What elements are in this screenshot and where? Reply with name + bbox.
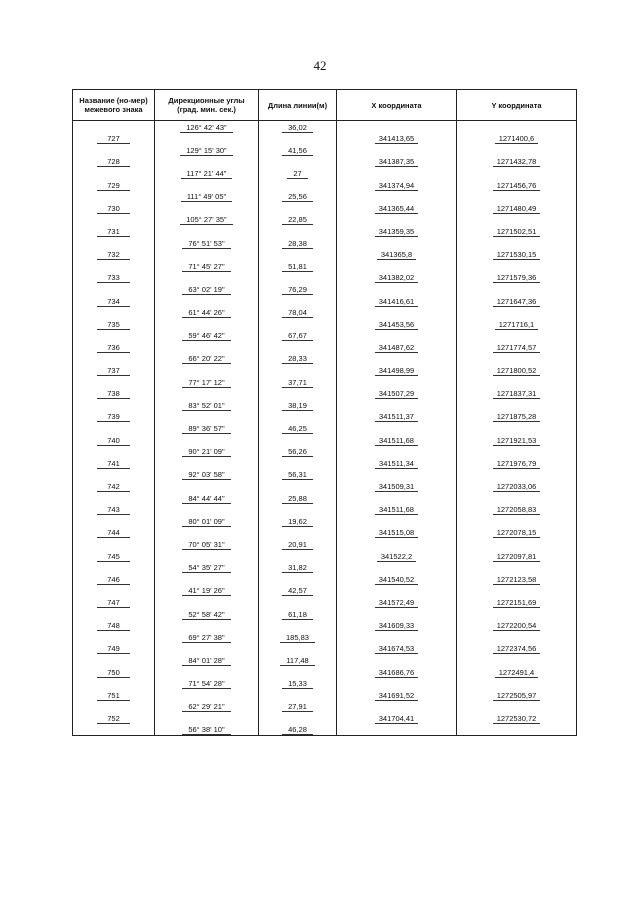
segment-row (73, 608, 577, 620)
x-coordinate: 341511,34 (375, 459, 418, 469)
angle-value: 90° 21' 09" (182, 447, 230, 457)
segment-row (73, 724, 577, 736)
point-row (73, 364, 577, 376)
y-coordinate: 1272097,81 (493, 552, 541, 562)
angle-value: 52° 58' 42" (182, 610, 230, 620)
point-row (73, 573, 577, 585)
length-value: 28,38 (282, 239, 313, 249)
point-name: 727 (97, 134, 130, 144)
point-row (73, 480, 577, 492)
length-value: 46,25 (282, 424, 313, 434)
point-row (73, 527, 577, 539)
y-coordinate: 1271530,15 (493, 250, 541, 260)
y-coordinate: 1272505,97 (493, 691, 541, 701)
segment-row (73, 376, 577, 388)
angle-value: 89° 36' 57" (182, 424, 230, 434)
angle-value: 61° 44' 26" (182, 308, 230, 318)
y-coordinate: 1271716,1 (495, 320, 538, 330)
x-coordinate: 341365,44 (375, 204, 418, 214)
point-row (73, 318, 577, 330)
length-value: 25,56 (282, 192, 313, 202)
length-value: 25,88 (282, 494, 313, 504)
length-value: 22,85 (282, 215, 313, 225)
point-row (73, 225, 577, 237)
x-coordinate: 341365,8 (377, 250, 416, 260)
length-value: 78,04 (282, 308, 313, 318)
length-value: 56,26 (282, 447, 313, 457)
angle-value: 54° 35' 27" (182, 563, 230, 573)
angle-value: 66° 20' 22" (182, 354, 230, 364)
point-row (73, 596, 577, 608)
angle-value: 83° 52' 01" (182, 401, 230, 411)
point-name: 738 (97, 389, 130, 399)
y-coordinate: 1271647,36 (493, 297, 541, 307)
x-coordinate: 341609,33 (375, 621, 418, 631)
point-name: 745 (97, 552, 130, 562)
coordinates-table (72, 89, 577, 736)
x-coordinate: 341674,53 (375, 644, 418, 654)
point-row (73, 411, 577, 423)
point-row (73, 457, 577, 469)
angle-value: 56° 38' 10" (182, 725, 230, 735)
point-name: 731 (97, 227, 130, 237)
point-name: 732 (97, 250, 130, 260)
point-row (73, 272, 577, 284)
segment-row (73, 492, 577, 504)
segment-row (73, 631, 577, 643)
y-coordinate: 1271502,51 (493, 227, 541, 237)
length-value: 61,18 (282, 610, 313, 620)
table-header-row (73, 90, 577, 121)
table-body (73, 121, 577, 736)
point-row (73, 434, 577, 446)
length-value: 51,81 (282, 262, 313, 272)
point-name: 752 (97, 714, 130, 724)
point-name: 737 (97, 366, 130, 376)
point-row (73, 249, 577, 261)
angle-value: 129° 15' 30" (180, 146, 232, 156)
point-name: 735 (97, 320, 130, 330)
point-name: 741 (97, 459, 130, 469)
length-value: 76,29 (282, 285, 313, 295)
y-coordinate: 1272530,72 (493, 714, 541, 724)
y-coordinate: 1272151,69 (493, 598, 541, 608)
segment-row (73, 167, 577, 179)
point-row (73, 388, 577, 400)
x-coordinate: 341515,08 (375, 528, 418, 538)
point-name: 733 (97, 273, 130, 283)
segment-row (73, 283, 577, 295)
y-coordinate: 1271456,76 (493, 181, 541, 191)
point-name: 736 (97, 343, 130, 353)
y-coordinate: 1271432,78 (493, 157, 541, 167)
x-coordinate: 341704,41 (375, 714, 418, 724)
segment-row (73, 678, 577, 690)
point-row (73, 620, 577, 632)
point-row (73, 689, 577, 701)
segment-row (73, 330, 577, 342)
x-coordinate: 341374,94 (375, 181, 418, 191)
point-name: 751 (97, 691, 130, 701)
segment-row (73, 701, 577, 713)
segment-row (73, 446, 577, 458)
length-value: 42,57 (282, 586, 313, 596)
length-value: 31,82 (282, 563, 313, 573)
y-coordinate: 1271480,49 (493, 204, 541, 214)
angle-value: 70° 05' 31" (182, 540, 230, 550)
segment-row (73, 538, 577, 550)
angle-value: 76° 51' 53" (182, 239, 230, 249)
point-name: 728 (97, 157, 130, 167)
point-name: 750 (97, 668, 130, 678)
point-name: 743 (97, 505, 130, 515)
y-coordinate: 1272491,4 (495, 668, 538, 678)
angle-value: 71° 45' 27" (182, 262, 230, 272)
point-name: 730 (97, 204, 130, 214)
length-value: 36,02 (282, 123, 313, 133)
length-value: 37,71 (282, 378, 313, 388)
x-coordinate: 341413,65 (375, 134, 418, 144)
point-name: 747 (97, 598, 130, 608)
page-number: 42 (313, 58, 327, 73)
segment-row (73, 191, 577, 203)
angle-value: 77° 17' 12" (182, 378, 230, 388)
length-value: 15,33 (282, 679, 313, 689)
point-name: 748 (97, 621, 130, 631)
angle-value: 111° 49' 05" (181, 192, 232, 202)
angle-value: 41° 19' 26" (182, 586, 230, 596)
point-name: 749 (97, 644, 130, 654)
y-coordinate: 1271837,31 (493, 389, 541, 399)
length-value: 20,91 (282, 540, 313, 550)
angle-value: 117° 21' 44" (181, 169, 233, 179)
y-coordinate: 1272078,15 (493, 528, 541, 538)
point-name: 739 (97, 412, 130, 422)
y-coordinate: 1271774,57 (493, 343, 541, 353)
angle-value: 126° 42' 43" (180, 123, 232, 133)
segment-row (73, 121, 577, 133)
angle-value: 84° 44' 44" (182, 494, 230, 504)
angle-value: 59° 46' 42" (182, 331, 230, 341)
y-coordinate: 1271976,79 (493, 459, 541, 469)
length-value: 28,33 (282, 354, 313, 364)
y-coordinate: 1272058,83 (493, 505, 541, 515)
x-coordinate: 341507,29 (375, 389, 418, 399)
segment-row (73, 469, 577, 481)
x-coordinate: 341572,49 (375, 598, 418, 608)
header-length: Длина линии(м) (259, 90, 337, 121)
y-coordinate: 1271921,53 (493, 436, 541, 446)
x-coordinate: 341416,61 (375, 297, 418, 307)
point-name: 742 (97, 482, 130, 492)
segment-row (73, 307, 577, 319)
segment-row (73, 353, 577, 365)
length-value: 41,56 (282, 146, 313, 156)
angle-value: 69° 27' 38" (182, 633, 230, 643)
y-coordinate: 1272200,54 (493, 621, 541, 631)
y-coordinate: 1271579,36 (493, 273, 541, 283)
segment-row (73, 237, 577, 249)
point-row (73, 504, 577, 516)
header-angle: Дирекционные углы (град. мин. сек.) (155, 90, 259, 121)
segment-row (73, 260, 577, 272)
header-x: X координата (337, 90, 457, 121)
angle-value: 92° 03' 58" (182, 470, 230, 480)
x-coordinate: 341509,31 (375, 482, 418, 492)
x-coordinate: 341540,52 (375, 575, 418, 585)
segment-row (73, 585, 577, 597)
x-coordinate: 341511,37 (375, 412, 418, 422)
length-value: 19,62 (282, 517, 313, 527)
point-row (73, 156, 577, 168)
x-coordinate: 341511,68 (375, 505, 418, 515)
point-row (73, 550, 577, 562)
length-value: 67,67 (282, 331, 313, 341)
segment-row (73, 214, 577, 226)
x-coordinate: 341487,62 (375, 343, 418, 353)
y-coordinate: 1271875,28 (493, 412, 541, 422)
segment-row (73, 144, 577, 156)
segment-row (73, 422, 577, 434)
y-coordinate: 1272033,06 (493, 482, 541, 492)
point-row (73, 341, 577, 353)
segment-row (73, 515, 577, 527)
angle-value: 63° 02' 19" (182, 285, 230, 295)
y-coordinate: 1272123,58 (493, 575, 541, 585)
x-coordinate: 341387,35 (375, 157, 418, 167)
point-row (73, 202, 577, 214)
point-row (73, 643, 577, 655)
y-coordinate: 1271400,6 (495, 134, 538, 144)
x-coordinate: 341522,2 (377, 552, 416, 562)
segment-row (73, 654, 577, 666)
point-row (73, 712, 577, 724)
x-coordinate: 341691,52 (375, 691, 418, 701)
angle-value: 71° 54' 28" (182, 679, 230, 689)
point-row (73, 666, 577, 678)
point-name: 744 (97, 528, 130, 538)
segment-row (73, 399, 577, 411)
point-row (73, 179, 577, 191)
x-coordinate: 341686,76 (375, 668, 418, 678)
length-value: 46,28 (282, 725, 313, 735)
point-row (73, 133, 577, 145)
point-row (73, 295, 577, 307)
x-coordinate: 341453,56 (375, 320, 418, 330)
length-value: 27 (287, 169, 307, 179)
length-value: 117,48 (280, 656, 314, 666)
y-coordinate: 1272374,56 (493, 644, 541, 654)
point-name: 740 (97, 436, 130, 446)
angle-value: 84° 01' 28" (182, 656, 230, 666)
angle-value: 62° 29' 21" (182, 702, 230, 712)
x-coordinate: 341359,35 (375, 227, 418, 237)
header-name: Название (но-мер) межевого знака (73, 90, 155, 121)
length-value: 185,83 (280, 633, 315, 643)
angle-value: 80° 01' 09" (182, 517, 230, 527)
point-name: 729 (97, 181, 130, 191)
point-name: 734 (97, 297, 130, 307)
x-coordinate: 341511,68 (375, 436, 418, 446)
length-value: 38,19 (282, 401, 313, 411)
x-coordinate: 341382,02 (375, 273, 418, 283)
segment-row (73, 562, 577, 574)
point-name: 746 (97, 575, 130, 585)
y-coordinate: 1271800,52 (493, 366, 541, 376)
x-coordinate: 341498,99 (375, 366, 418, 376)
header-y: Y координата (457, 90, 577, 121)
length-value: 56,31 (282, 470, 313, 480)
length-value: 27,91 (282, 702, 313, 712)
angle-value: 105° 27' 35" (180, 215, 232, 225)
